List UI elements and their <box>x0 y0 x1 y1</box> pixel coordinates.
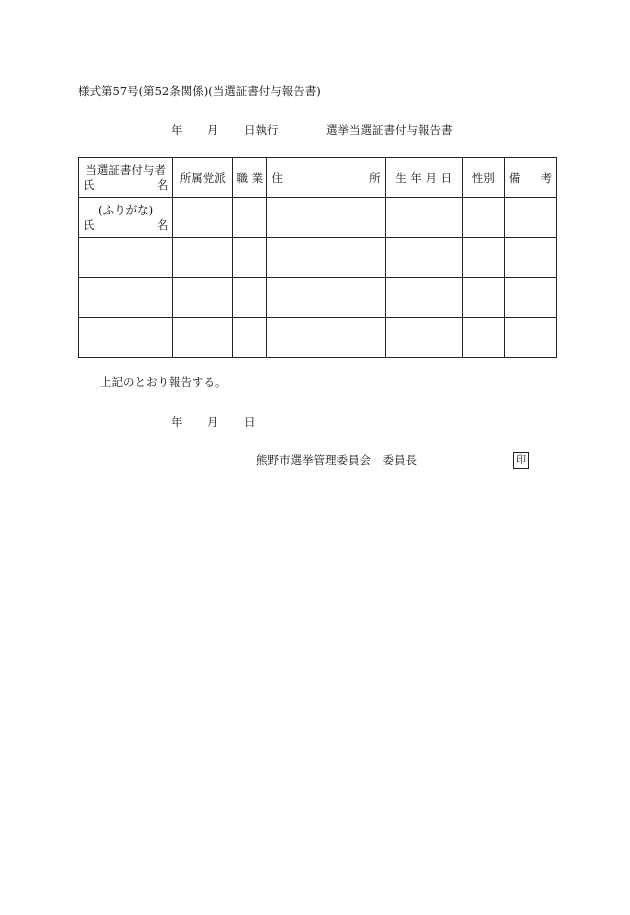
table-cell[interactable] <box>79 238 173 278</box>
remarks-label-left: 備 <box>508 170 521 185</box>
table-cell[interactable] <box>504 198 556 238</box>
table-cell[interactable] <box>173 318 233 358</box>
table-cell[interactable] <box>385 198 462 238</box>
table-row <box>79 278 557 318</box>
table-cell[interactable] <box>233 198 267 238</box>
header-gender: 性別 <box>462 158 504 198</box>
table-cell[interactable] <box>504 318 556 358</box>
table-cell[interactable] <box>173 198 233 238</box>
table-cell[interactable] <box>267 278 385 318</box>
header-year: 年 <box>171 123 183 137</box>
table-cell[interactable] <box>233 238 267 278</box>
table-cell[interactable] <box>385 278 462 318</box>
table-header-row <box>79 158 557 198</box>
date-day: 日 <box>244 415 256 429</box>
table-cell[interactable] <box>173 278 233 318</box>
table-cell[interactable] <box>504 238 556 278</box>
header-recipient-name <box>79 158 173 198</box>
date-year: 年 <box>171 415 183 429</box>
address-label-left: 住 <box>271 170 283 185</box>
table-cell[interactable] <box>233 278 267 318</box>
table-row <box>79 238 557 278</box>
table-cell[interactable] <box>462 198 504 238</box>
header-day-held: 日執行 <box>244 123 279 137</box>
recipient-label: 当選証書付与者 <box>85 163 166 178</box>
header-birthdate: 生 年 月 日 <box>385 158 462 198</box>
seal-mark: 印 <box>513 452 529 469</box>
signer-title: 熊野市選挙管理委員会 委員長 <box>256 453 417 467</box>
header-month: 月 <box>207 123 219 137</box>
table-cell[interactable] <box>233 318 267 358</box>
table-cell[interactable] <box>462 318 504 358</box>
table-cell[interactable] <box>462 278 504 318</box>
header-party: 所属党派 <box>173 158 233 198</box>
report-statement: 上記のとおり報告する。 <box>100 375 227 389</box>
row-name-left: 氏 <box>83 217 95 232</box>
table-cell[interactable] <box>267 318 385 358</box>
table-cell[interactable] <box>267 238 385 278</box>
name-label-right: 名 <box>156 177 169 192</box>
address-label-right: 所 <box>369 170 381 185</box>
date-month: 月 <box>207 415 219 429</box>
table-cell[interactable] <box>385 238 462 278</box>
header-address <box>267 158 385 198</box>
furigana-label: (ふりがな) <box>98 203 154 218</box>
table-row <box>79 318 557 358</box>
remarks-label-right: 考 <box>540 170 552 185</box>
header-remarks <box>504 158 556 198</box>
document-title: 選挙当選証書付与報告書 <box>326 123 453 137</box>
row-name-right: 名 <box>156 217 169 232</box>
form-number: 様式第57号(第52条関係)(当選証書付与報告書) <box>78 84 321 98</box>
name-label-left: 氏 <box>83 177 95 192</box>
table-cell[interactable] <box>79 318 173 358</box>
table-cell[interactable] <box>504 278 556 318</box>
table-cell[interactable] <box>173 238 233 278</box>
table-cell[interactable] <box>267 198 385 238</box>
table-cell[interactable] <box>462 238 504 278</box>
table-cell[interactable] <box>79 278 173 318</box>
furigana-name-cell <box>79 198 173 238</box>
table-row <box>79 198 557 238</box>
table-cell[interactable] <box>385 318 462 358</box>
header-occupation: 職 業 <box>233 158 267 198</box>
report-table <box>78 157 557 358</box>
